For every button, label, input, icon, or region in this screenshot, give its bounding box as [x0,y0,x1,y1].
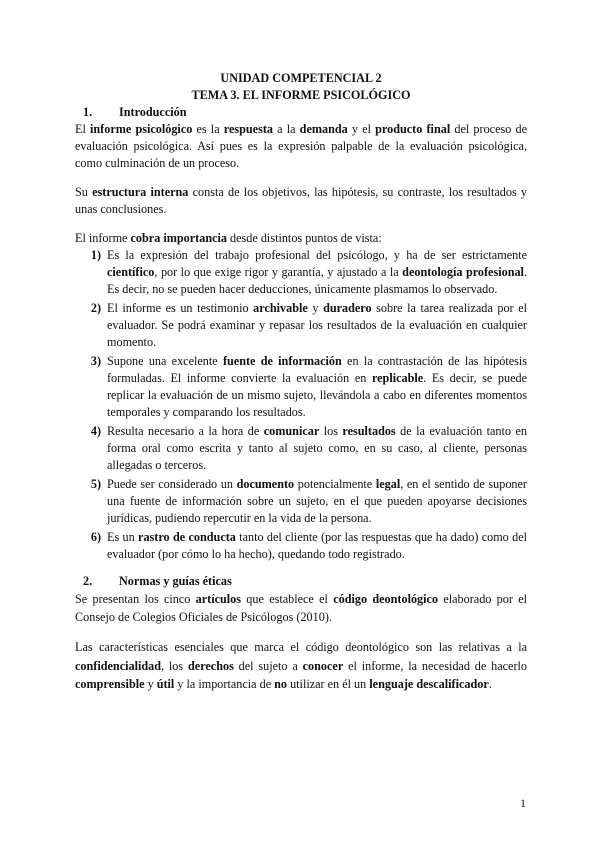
list-item-number: 6) [90,530,101,544]
bold-text: deontología profesional [402,265,524,279]
text-run: del proceso de evaluación psicológica. Así pues es la expresión palpable de la evaluación psicológica, como culminación de un proceso. [75,122,527,170]
text-run: elaborado por el Consejo de Colegios Oficiales de Psicólogos (2010). [75,592,527,624]
text-run: a la [272,122,300,136]
list-item [75,300,527,351]
text-run: . [488,677,492,691]
list-item-text [107,476,527,527]
bold-text: comprensible [75,677,145,691]
bold-text: respuesta [223,122,273,136]
intro-paragraph-1 [75,121,527,172]
text-run: y la importancia de [174,677,275,691]
bold-text: confidencialidad [75,658,162,673]
text-run: . Es decir, se puede replicar la evaluación de un mismo sujeto, llevándola a cabo en diferentes momentos temporales y comparando los resultados. [107,371,527,419]
text-run: y [144,677,157,691]
text-run: de la evaluación tanto en forma oral como escrita y tanto al sujeto como, en su caso, al cliente, personas allegadas o terceros. [107,424,527,472]
bold-text: archivable [253,301,308,315]
list-item-text [107,353,527,421]
list-item [75,476,527,527]
text-run: y el [347,122,376,136]
bold-text: estructura interna [92,185,189,199]
section-2-heading [75,573,527,590]
list-item-number: 1) [90,248,101,262]
bold-text: duradero [323,301,372,315]
list-item [75,353,527,421]
importance-list [75,247,527,563]
text-run: en la contrastación de las hipótesis formuladas. El informe convierte la evaluación en [107,354,527,385]
section-1-number: 1. [83,105,93,119]
text-run: Resulta necesario a la hora de [107,424,264,438]
bold-text: resultados [342,424,396,438]
text-run: desde distintos puntos de vista: [227,231,382,245]
text-run: sobre la tarea realizada por el evaluador. Se podrá examinar y repasar los resultados de la evaluación en cualquier momento. [107,301,527,349]
bold-text: comunicar [263,424,320,438]
bold-text: conocer [302,658,344,673]
bold-text: producto final [375,122,451,136]
ethics-paragraph-1 [75,590,527,626]
bold-text: documento [236,477,295,491]
bold-text: fuente de información [222,354,342,368]
list-item-text [107,247,527,298]
intro-paragraph-3 [75,230,527,247]
text-run: . Es decir, no se pueden hacer deducciones, únicamente plasmamos lo observado. [107,265,527,296]
text-run: y [307,301,324,315]
bold-text: rastro de conducta [138,530,236,544]
text-run: Se presentan los cinco [75,592,196,606]
text-run: El informe es un testimonio [107,301,254,315]
bold-text: informe psicológico [90,122,193,136]
text-run: Supone una excelente [107,354,223,368]
bold-text: científico [107,265,155,279]
text-run: Las características esenciales que marca el código deontológico son las relativas a la [75,640,527,654]
section-2-number: 2. [83,574,93,588]
bold-text: cobra importancia [130,231,227,245]
text-run: Es un [107,530,139,544]
text-run: Es la expresión del trabajo profesional del psicólogo, y ha de ser estrictamente [107,248,527,262]
list-item-number: 3) [90,354,101,368]
text-run: Su [75,185,93,199]
text-run: , por lo que exige rigor y garantía, y ajustado a la [154,265,403,279]
text-run: , los [161,658,188,673]
text-run: El informe [75,231,131,245]
bold-text: artículos [195,592,242,606]
list-item-text [107,300,527,351]
list-item-number: 4) [90,424,101,438]
text-run: consta de los objetivos, las hipótesis, su contraste, los resultados y unas conclusiones. [75,185,528,216]
bold-text: útil [156,677,175,691]
text-run: que establece el [241,592,334,606]
text-run: utilizar en él un [287,677,370,691]
list-item [75,423,527,474]
bold-text: legal [375,477,401,491]
text-run: los [319,424,343,438]
list-item-text [107,423,527,474]
list-item-number: 2) [90,301,101,315]
text-run: es la [192,122,224,136]
text-run: El [75,122,90,136]
text-run: , en el sentido de suponer una fuente de información sobre un sujeto, en el que pueden apoyarse decisiones jurídicas, pudiendo repercutir en la vida de la persona. [107,477,527,525]
document-body [75,70,527,694]
text-run: potencialmente [294,477,376,491]
section-2-title: Normas y guías éticas [119,574,232,588]
bold-text: no [274,677,288,691]
list-item-number: 5) [90,477,101,491]
text-run: tanto del cliente (por las respuestas que ha dado) como del evaluador (por cómo lo ha hecho), quedando todo registrado. [107,530,527,561]
bold-text: lenguaje descalificador [369,677,489,691]
bold-text: derechos [188,658,234,673]
bold-text: replicable [371,371,424,385]
page-number: 1 [520,796,526,810]
list-item [75,529,527,563]
unit-title: UNIDAD COMPETENCIAL 2 [220,71,382,85]
section-1-title: Introducción [119,105,187,119]
ethics-paragraph-2 [75,638,527,694]
topic-title: TEMA 3. EL INFORME PSICOLÓGICO [191,88,411,102]
list-item [75,247,527,298]
section-1-heading [75,104,527,121]
text-run: el informe, la necesidad de hacerlo [343,658,527,673]
text-run: Puede ser considerado un [107,477,237,491]
intro-paragraph-2 [75,184,527,218]
bold-text: código deontológico [333,592,439,606]
list-item-text [107,529,527,563]
text-run: del sujeto a [233,658,303,673]
bold-text: demanda [299,122,348,136]
